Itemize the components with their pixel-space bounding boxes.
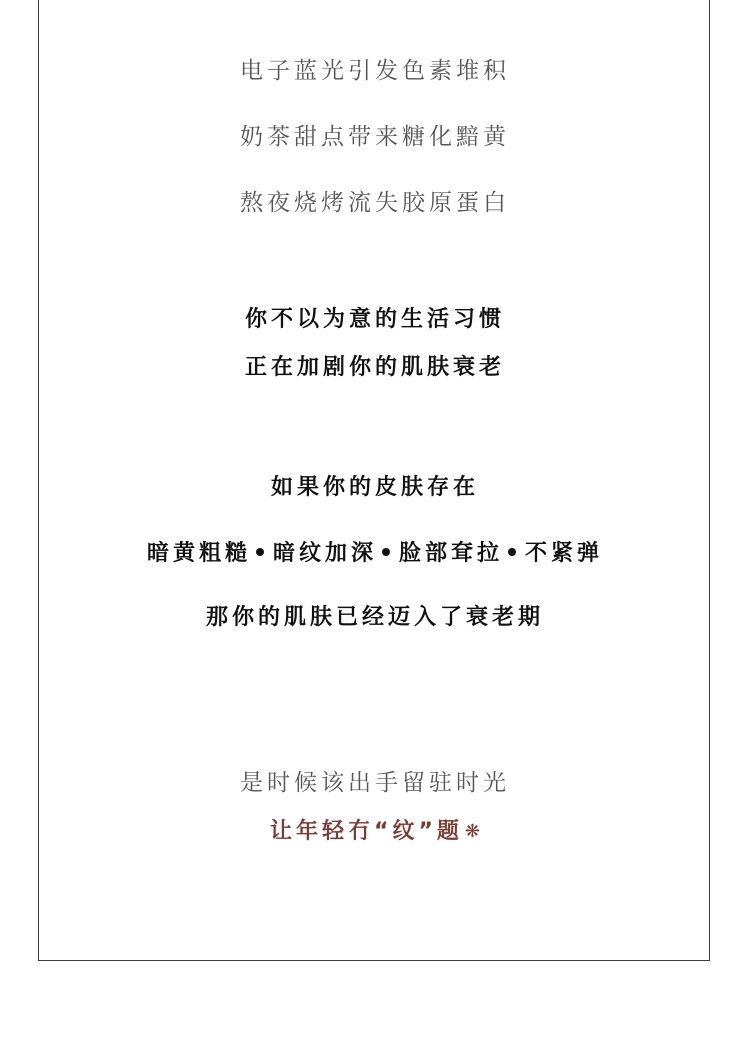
slogan-text: 让年轻冇“纹”题 bbox=[269, 819, 463, 844]
text-line-habits: 你不以为意的生活习惯 bbox=[244, 307, 505, 332]
symptom-not-firm: 不紧弹 bbox=[525, 541, 604, 566]
bullet-dot-icon bbox=[382, 548, 390, 556]
bullet-dot-icon bbox=[256, 548, 264, 556]
slogan-line bbox=[0, 814, 750, 845]
symptom-sagging: 脸部耷拉 bbox=[399, 541, 504, 566]
text-line-aging-stage: 那你的肌肤已经迈入了衰老期 bbox=[205, 605, 544, 630]
text-line-blue-light: 电子蓝光引发色素堆积 bbox=[240, 58, 510, 84]
symptoms-line bbox=[0, 536, 750, 567]
text-line-aging: 正在加剧你的肌肤衰老 bbox=[244, 355, 505, 380]
text-line-time: 是时候该出手留驻时光 bbox=[240, 770, 510, 796]
symptom-dull-rough: 暗黄粗糙 bbox=[146, 541, 251, 566]
text-line-if-skin: 如果你的皮肤存在 bbox=[270, 475, 479, 500]
symptom-deeper-lines: 暗纹加深 bbox=[272, 541, 377, 566]
asterisk-flower-icon: ❋ bbox=[464, 821, 480, 842]
text-line-late-night: 熬夜烧烤流失胶原蛋白 bbox=[240, 190, 510, 216]
text-line-milk-tea: 奶茶甜点带来糖化黯黄 bbox=[240, 124, 510, 150]
bullet-dot-icon bbox=[508, 548, 516, 556]
